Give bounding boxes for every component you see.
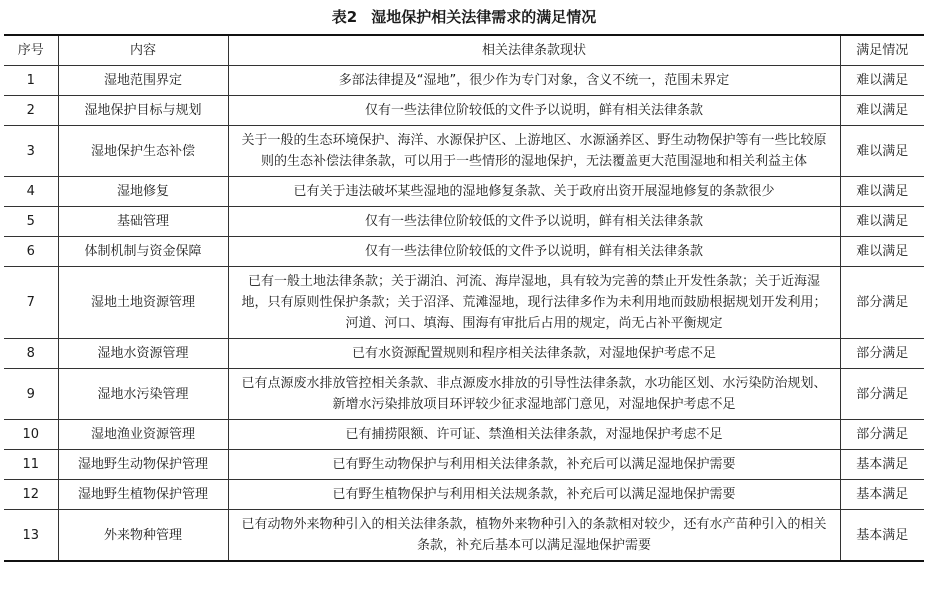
table-row <box>4 96 924 126</box>
header-content: 内容 <box>58 35 228 66</box>
table-row <box>4 480 924 510</box>
row-index: 13 <box>4 510 58 562</box>
table-row <box>4 450 924 480</box>
row-status: 已有野生植物保护与利用相关法规条款，补充后可以满足湿地保护需要 <box>228 480 840 510</box>
table-row <box>4 177 924 207</box>
row-content: 湿地渔业资源管理 <box>58 420 228 450</box>
row-level: 基本满足 <box>840 510 924 562</box>
row-status: 关于一般的生态环境保护、海洋、水源保护区、上游地区、水源涵养区、野生动物保护等有一些比较原则的生态补偿法律条款，可以用于一些情形的湿地保护，无法覆盖更大范围湿地和相关利益主体 <box>228 126 840 177</box>
row-content: 湿地保护目标与规划 <box>58 96 228 126</box>
row-level: 部分满足 <box>840 369 924 420</box>
row-content: 体制机制与资金保障 <box>58 237 228 267</box>
row-index: 4 <box>4 177 58 207</box>
row-content: 基础管理 <box>58 207 228 237</box>
table-caption <box>0 4 928 30</box>
row-status: 已有水资源配置规则和程序相关法律条款，对湿地保护考虑不足 <box>228 339 840 369</box>
row-level: 基本满足 <box>840 450 924 480</box>
row-index: 10 <box>4 420 58 450</box>
row-status: 已有动物外来物种引入的相关法律条款，植物外来物种引入的条款相对较少，还有水产苗种引入的相关条款，补充后基本可以满足湿地保护需要 <box>228 510 840 562</box>
row-level: 基本满足 <box>840 480 924 510</box>
table-row <box>4 339 924 369</box>
row-index: 11 <box>4 450 58 480</box>
row-index: 1 <box>4 66 58 96</box>
row-level: 难以满足 <box>840 207 924 237</box>
row-content: 湿地野生动物保护管理 <box>58 450 228 480</box>
row-content: 湿地水污染管理 <box>58 369 228 420</box>
table-row <box>4 237 924 267</box>
row-level: 难以满足 <box>840 126 924 177</box>
row-content: 湿地修复 <box>58 177 228 207</box>
row-level: 部分满足 <box>840 267 924 339</box>
row-level: 难以满足 <box>840 237 924 267</box>
table-row <box>4 126 924 177</box>
row-index: 12 <box>4 480 58 510</box>
row-content: 湿地范围界定 <box>58 66 228 96</box>
row-level: 部分满足 <box>840 420 924 450</box>
row-status: 仅有一些法律位阶较低的文件予以说明，鲜有相关法律条款 <box>228 207 840 237</box>
row-level: 难以满足 <box>840 66 924 96</box>
row-status: 仅有一些法律位阶较低的文件予以说明，鲜有相关法律条款 <box>228 96 840 126</box>
table-row <box>4 369 924 420</box>
table-row <box>4 510 924 562</box>
row-content: 湿地保护生态补偿 <box>58 126 228 177</box>
policy-table <box>4 34 924 562</box>
row-status: 已有关于违法破坏某些湿地的湿地修复条款、关于政府出资开展湿地修复的条款很少 <box>228 177 840 207</box>
row-content: 外来物种管理 <box>58 510 228 562</box>
row-index: 7 <box>4 267 58 339</box>
row-level: 部分满足 <box>840 339 924 369</box>
row-index: 6 <box>4 237 58 267</box>
row-index: 8 <box>4 339 58 369</box>
row-status: 已有点源废水排放管控相关条款、非点源废水排放的引导性法律条款，水功能区划、水污染防治规划、新增水污染排放项目环评较少征求湿地部门意见，对湿地保护考虑不足 <box>228 369 840 420</box>
row-status: 已有野生动物保护与利用相关法律条款，补充后可以满足湿地保护需要 <box>228 450 840 480</box>
header-index: 序号 <box>4 35 58 66</box>
row-index: 2 <box>4 96 58 126</box>
table-row <box>4 207 924 237</box>
row-status: 已有捕捞限额、许可证、禁渔相关法律条款，对湿地保护考虑不足 <box>228 420 840 450</box>
row-status: 多部法律提及“湿地”，很少作为专门对象，含义不统一，范围未界定 <box>228 66 840 96</box>
table-row <box>4 420 924 450</box>
row-level: 难以满足 <box>840 177 924 207</box>
row-content: 湿地土地资源管理 <box>58 267 228 339</box>
row-index: 3 <box>4 126 58 177</box>
row-index: 9 <box>4 369 58 420</box>
table-number: 表2 <box>331 8 358 26</box>
row-status: 仅有一些法律位阶较低的文件予以说明，鲜有相关法律条款 <box>228 237 840 267</box>
row-level: 难以满足 <box>840 96 924 126</box>
header-status: 相关法律条款现状 <box>228 35 840 66</box>
row-content: 湿地野生植物保护管理 <box>58 480 228 510</box>
header-level: 满足情况 <box>840 35 924 66</box>
row-index: 5 <box>4 207 58 237</box>
table-row <box>4 267 924 339</box>
table-title: 湿地保护相关法律需求的满足情况 <box>371 8 597 26</box>
table-row <box>4 66 924 96</box>
row-content: 湿地水资源管理 <box>58 339 228 369</box>
row-status: 已有一般土地法律条款；关于湖泊、河流、海岸湿地，具有较为完善的禁止开发性条款；关于近海湿地，只有原则性保护条款；关于沼泽、荒滩湿地，现行法律多作为未利用地而鼓励根据规划开发利用；河道、河口、填海、围海有审批后占用的规定，尚无占补平衡规定 <box>228 267 840 339</box>
table-header-row <box>4 35 924 66</box>
